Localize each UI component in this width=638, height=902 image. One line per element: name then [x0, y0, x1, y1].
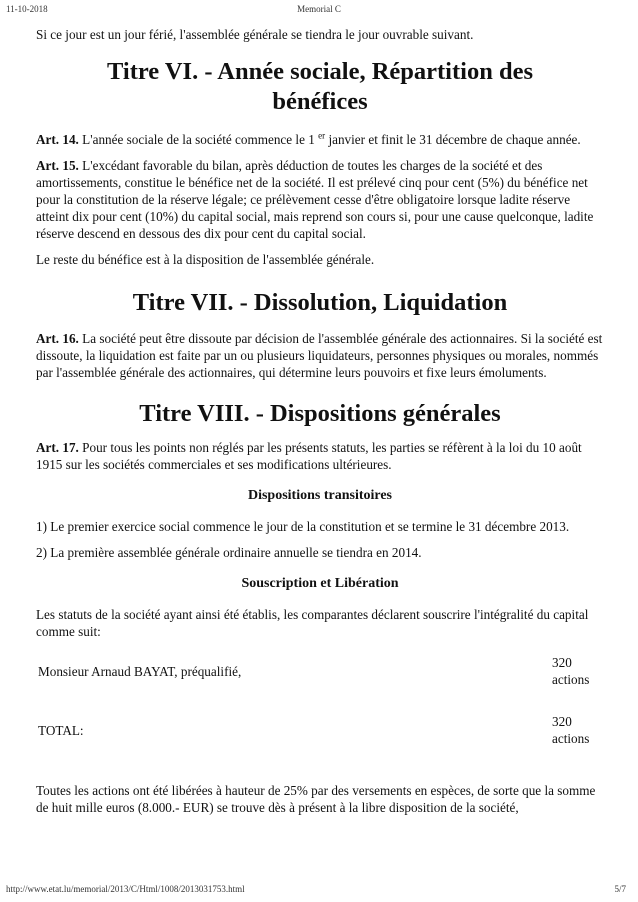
article-14: [36, 131, 604, 148]
document-body: [36, 26, 604, 825]
share-unit: actions: [552, 672, 590, 687]
liberation-paragraph: Toutes les actions ont été libérées à hauteur de 25% par des versements en espèces, de sorte que la somme de huit mille euros (8.000.- EUR) se trouve dès à présent à la libre disposition de la société,: [36, 783, 596, 815]
shareholder-name: Monsieur Arnaud BAYAT, préqualifié,: [38, 664, 242, 679]
article-16-text: La société peut être dissoute par décision de l'assemblée générale des actionnaires. Si la société est dissoute, la liquidation est faite par un ou plusieurs liquidateurs, personnes physiques ou morales, nommés par l'assemblée générale des actionnaires, qui détermine leurs pouvoirs et fixe leurs émoluments.: [36, 331, 603, 380]
page-number: 5/7: [614, 884, 626, 894]
total-count: 320: [552, 714, 572, 729]
table-row: [36, 713, 604, 770]
article-14-text-a: L'année sociale de la société commence le 1: [78, 132, 319, 147]
souscription-heading: Souscription et Libération: [241, 576, 399, 591]
titre-viii-heading: Titre VIII. - Dispositions générales: [139, 400, 501, 427]
article-15: [36, 157, 604, 242]
article-16: [36, 330, 604, 381]
print-date: 11-10-2018: [6, 4, 48, 14]
total-quantity: [552, 713, 604, 770]
source-url: http://www.etat.lu/memorial/2013/C/Html/1008/2013031753.html: [6, 884, 245, 894]
print-header: [0, 4, 638, 18]
article-14-label: Art. 14.: [36, 132, 79, 147]
titre-vi-heading: Titre VI. - Année sociale, Répartition des bénéfices: [106, 58, 533, 115]
total-label: TOTAL:: [38, 723, 84, 738]
article-17-text: Pour tous les points non réglés par les présents statuts, les parties se réfèrent à la loi du 10 août 1915 sur les sociétés commerciales et ses modifications ultérieures.: [36, 440, 582, 472]
dispositions-heading: Dispositions transitoires: [247, 488, 393, 503]
article-17: [36, 439, 604, 473]
print-title: Memorial C: [297, 4, 341, 14]
article-15-text: L'excédant favorable du bilan, après déduction de toutes les charges de la société et des amortissements, constitue le bénéfice net de la société. Il est prélevé cinq pour cent (5%) du bénéfice net pour la constitution de la réserve légale; ce prélèvement cesse d'être obligatoire lorsque ladite réserve atteint dix pour cent (10%) du capital social, mais reprend son cours si, pour une cause quelconque, ladite réserve descend en dessous des dix pour cent du capital social.: [36, 158, 594, 241]
disposition-1: 1) Le premier exercice social commence le jour de la constitution et se termine le 31 décembre 2013.: [36, 519, 570, 534]
article-16-label: Art. 16.: [36, 331, 79, 346]
article-14-sup: er: [318, 130, 326, 141]
total-unit: actions: [552, 731, 590, 746]
intro-paragraph: Si ce jour est un jour férié, l'assemblée générale se tiendra le jour ouvrable suivant.: [36, 27, 474, 42]
article-17-label: Art. 17.: [36, 440, 79, 455]
print-footer: [0, 884, 638, 898]
disposition-2: 2) La première assemblée générale ordinaire annuelle se tiendra en 2014.: [36, 545, 422, 560]
share-count: 320: [552, 655, 572, 670]
reste-paragraph: Le reste du bénéfice est à la disposition de l'assemblée générale.: [36, 252, 375, 267]
article-14-text-b: janvier et finit le 31 décembre de chaque année.: [325, 132, 581, 147]
titre-vii-heading: Titre VII. - Dissolution, Liquidation: [132, 289, 508, 316]
article-15-label: Art. 15.: [36, 158, 79, 173]
shares-table: [36, 654, 604, 770]
souscription-paragraph: Les statuts de la société ayant ainsi été établis, les comparantes déclarent souscrire l'intégralité du capital comme suit:: [36, 607, 589, 639]
table-row: [36, 654, 604, 713]
share-quantity: [552, 654, 604, 713]
